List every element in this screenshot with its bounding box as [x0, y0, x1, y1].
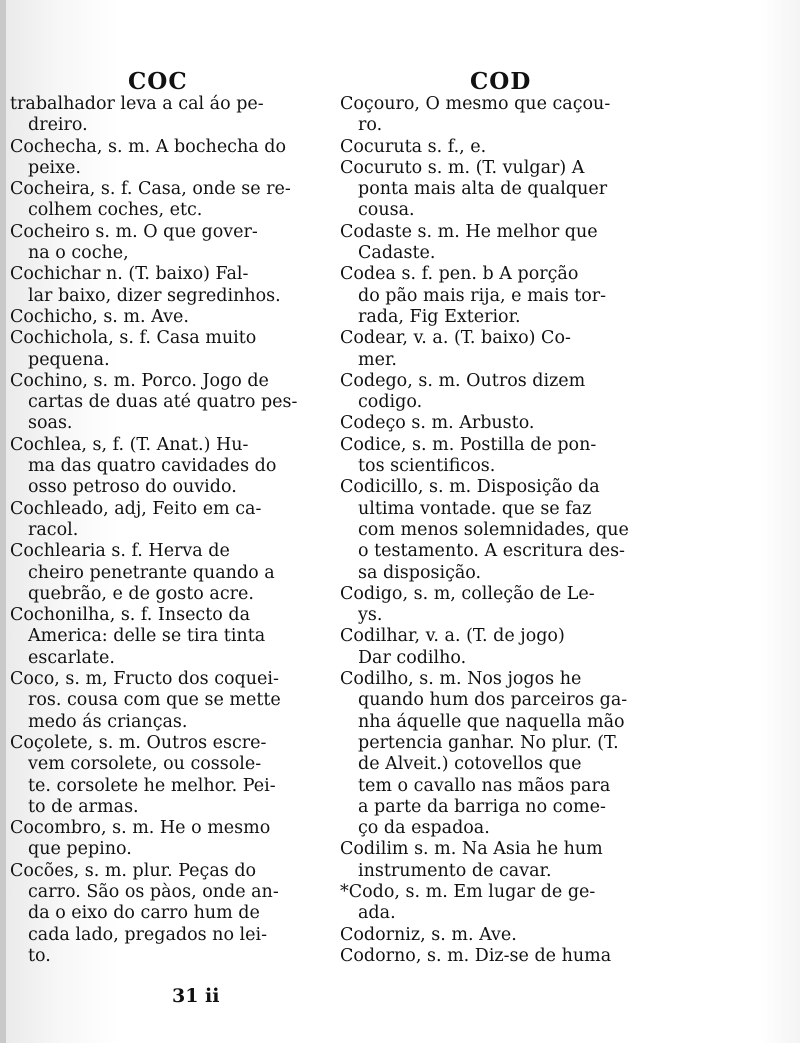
dictionary-entry: [10, 328, 325, 371]
dictionary-entry: [10, 733, 325, 818]
dictionary-entry: [10, 818, 325, 861]
entry-continuation: te. corsolete he melhor. Pei-: [28, 775, 276, 796]
dictionary-entry: [340, 328, 660, 371]
entry-continuation: ros. cousa com que se mette: [28, 690, 281, 711]
entry-continuation: ultima vontade. que se faz: [358, 498, 592, 519]
right-column: [340, 94, 660, 967]
entry-continuation: Cadaste.: [358, 243, 436, 264]
dictionary-entry: [340, 371, 660, 414]
dictionary-entry: [10, 307, 325, 328]
entry-headline: Codea s. f. pen. b A porção: [340, 264, 579, 285]
dictionary-entry: [340, 94, 660, 137]
dictionary-entry: [10, 222, 325, 265]
entry-headline: Cochonilha, s. f. Insecto da: [10, 605, 251, 626]
dictionary-entry: [340, 946, 660, 967]
entry-continuation: rada, Fig Exterior.: [358, 306, 521, 327]
entry-headline: Codilim s. m. Na Asia he hum: [340, 839, 603, 860]
entry-continuation: de Alveit.) cotovellos que: [358, 754, 582, 775]
entry-headline: Codicillo, s. m. Disposição da: [340, 477, 600, 498]
entry-continuation: a parte da barriga no come-: [358, 796, 606, 817]
entry-continuation: tos scientificos.: [358, 456, 496, 477]
entry-continuation: tem o cavallo nas mãos para: [358, 775, 611, 796]
entry-headline: Cochino, s. m. Porco. Jogo de: [10, 370, 269, 391]
entry-continuation: carro. São os pàos, onde an-: [28, 881, 279, 902]
dictionary-entry: [340, 264, 660, 328]
entry-continuation: do pão mais rija, e mais tor-: [358, 285, 607, 306]
entry-headline: Codear, v. a. (T. baixo) Co-: [340, 328, 571, 349]
entry-continuation: quando hum dos parceiros ga-: [358, 690, 628, 711]
entry-continuation: mer.: [358, 349, 397, 370]
entry-continuation: dreiro.: [28, 115, 88, 136]
dictionary-entry: [10, 605, 325, 669]
dictionary-entry: [10, 137, 325, 180]
dictionary-entry: [10, 435, 325, 499]
entry-continuation: cada lado, pregados no lei-: [28, 924, 268, 945]
entry-continuation: soas.: [28, 413, 73, 434]
entry-continuation: ys.: [358, 605, 383, 626]
dictionary-entry: [10, 371, 325, 435]
entry-continuation: quebrão, e de gosto acre.: [28, 583, 254, 604]
entry-continuation: sa disposição.: [358, 562, 482, 583]
entry-continuation: cartas de duas até quatro pes-: [28, 392, 298, 413]
entry-headline: *Codo, s. m. Em lugar de ge-: [340, 881, 596, 902]
dictionary-entry: [10, 179, 325, 222]
entry-headline: Coçouro, O mesmo que caçou-: [340, 94, 611, 114]
dictionary-entry: [340, 669, 660, 839]
dictionary-entry: [10, 541, 325, 605]
entry-continuation: ponta mais alta de qualquer: [358, 179, 608, 200]
entry-headline: Cochicho, s. m. Ave.: [10, 306, 189, 327]
entry-continuation: cousa.: [358, 200, 415, 221]
signature-mark: 31 ii: [172, 985, 220, 1007]
entry-headline: Codorniz, s. m. Ave.: [340, 924, 517, 945]
entry-continuation: nha áquelle que naquella mão: [358, 711, 625, 732]
dictionary-entry: [10, 264, 325, 307]
entry-headline: Codaste s. m. He melhor que: [340, 221, 598, 242]
entry-continuation: instrumento de cavar.: [358, 860, 552, 881]
entry-continuation: da o eixo do carro hum de: [28, 903, 260, 924]
dictionary-entry: [340, 158, 660, 222]
entry-continuation: vem corsolete, ou cossole-: [28, 754, 262, 775]
entry-continuation: to.: [28, 945, 51, 966]
entry-continuation: codigo.: [358, 392, 423, 413]
entry-continuation: pequena.: [28, 349, 110, 370]
entry-continuation: o testamento. A escritura des-: [358, 541, 625, 562]
dictionary-entry: [340, 626, 660, 669]
dictionary-entry: [340, 839, 660, 882]
dictionary-entry: [10, 669, 325, 733]
entry-headline: Cochlearia s. f. Herva de: [10, 541, 230, 562]
entry-continuation: ço da espadoa.: [358, 818, 490, 839]
entry-continuation: racol.: [28, 519, 79, 540]
right-column-header: COD: [470, 68, 532, 95]
entry-continuation: osso petroso do ouvido.: [28, 477, 237, 498]
entry-headline: Cocheira, s. f. Casa, onde se re-: [10, 179, 291, 200]
entry-continuation: Dar codilho.: [358, 647, 467, 668]
entry-headline: Cocuruta s. f., e.: [340, 136, 487, 157]
entry-headline: Codigo, s. m, colleção de Le-: [340, 583, 595, 604]
entry-headline: Codego, s. m. Outros dizem: [340, 370, 586, 391]
entry-headline: Cochichola, s. f. Casa muito: [10, 328, 257, 349]
entry-headline: Coco, s. m, Fructo dos coquei-: [10, 669, 279, 690]
dictionary-entry: [340, 435, 660, 478]
entry-headline: Cocheiro s. m. O que gover-: [10, 221, 258, 242]
entry-continuation: ada.: [358, 903, 396, 924]
entry-continuation: medo ás crianças.: [28, 711, 188, 732]
entry-headline: Codorno, s. m. Diz-se de huma: [340, 945, 612, 966]
entry-headline: Cochecha, s. m. A bochecha do: [10, 136, 286, 157]
entry-headline: Cochleado, adj, Feito em ca-: [10, 498, 262, 519]
dictionary-entry: [340, 882, 660, 925]
dictionary-entry: [340, 222, 660, 265]
dictionary-entry: [340, 925, 660, 946]
entry-continuation: pertencia ganhar. No plur. (T.: [358, 732, 619, 753]
entry-continuation: America: delle se tira tinta: [28, 626, 266, 647]
entry-continuation: cheiro penetrante quando a: [28, 562, 275, 583]
entry-headline: Cochlea, s, f. (T. Anat.) Hu-: [10, 434, 249, 455]
entry-headline: Cocuruto s. m. (T. vulgar) A: [340, 157, 585, 178]
entry-continuation: to de armas.: [28, 796, 139, 817]
dictionary-entry: [340, 477, 660, 583]
dictionary-entry: [10, 861, 325, 967]
entry-headline: Cocombro, s. m. He o mesmo: [10, 818, 271, 839]
dictionary-entry: [340, 584, 660, 627]
entry-headline: Coçolete, s. m. Outros escre-: [10, 732, 267, 753]
entry-continuation: com menos solemnidades, que: [358, 519, 629, 540]
dictionary-entry: [340, 413, 660, 434]
entry-continuation: escarlate.: [28, 647, 115, 668]
entry-continuation: ma das quatro cavidades do: [28, 456, 277, 477]
entry-headline: Codilhar, v. a. (T. de jogo): [340, 626, 565, 647]
dictionary-entry: [10, 499, 325, 542]
entry-continuation: ro.: [358, 115, 383, 136]
left-column-header: COC: [128, 68, 188, 95]
entry-headline: Codeço s. m. Arbusto.: [340, 413, 535, 434]
dictionary-entry: [340, 137, 660, 158]
dictionary-entry: [10, 94, 325, 137]
entry-headline: Codilho, s. m. Nos jogos he: [340, 669, 582, 690]
left-column: [10, 94, 325, 967]
entry-continuation: que pepino.: [28, 839, 132, 860]
entry-headline: Codice, s. m. Postilla de pon-: [340, 434, 597, 455]
entry-continuation: colhem coches, etc.: [28, 200, 203, 221]
entry-headline: trabalhador leva a cal áo pe-: [10, 94, 264, 114]
entry-continuation: peixe.: [28, 157, 81, 178]
entry-continuation: lar baixo, dizer segredinhos.: [28, 285, 281, 306]
entry-continuation: na o coche,: [28, 243, 129, 264]
page-edge-shadow: [0, 0, 6, 1043]
entry-headline: Cochichar n. (T. baixo) Fal-: [10, 264, 249, 285]
entry-headline: Cocões, s. m. plur. Peças do: [10, 860, 257, 881]
